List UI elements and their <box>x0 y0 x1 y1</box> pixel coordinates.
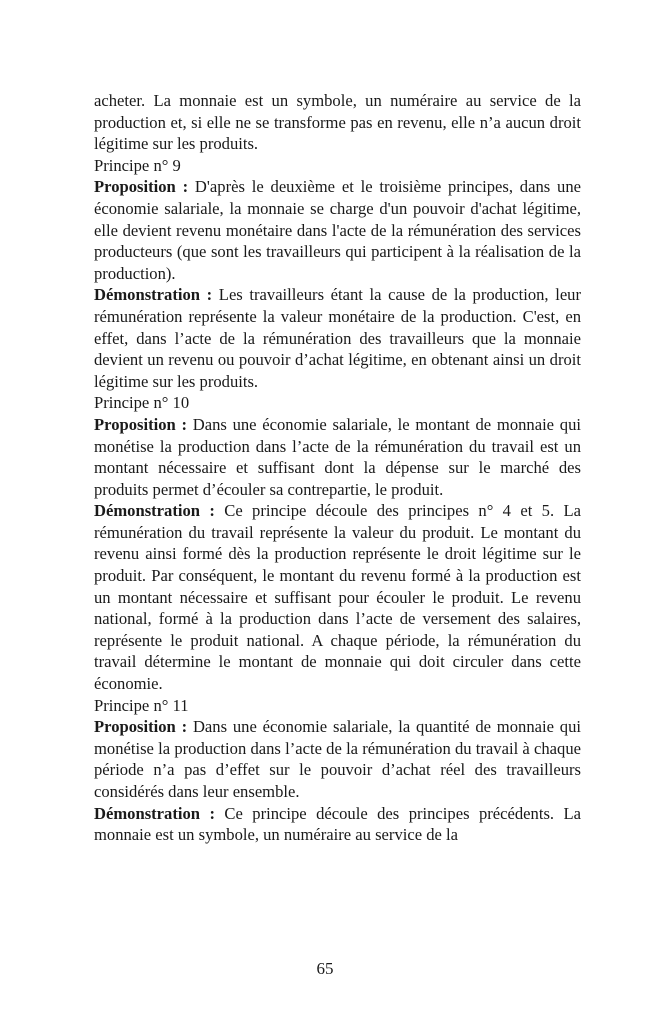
paragraph-text: Principe n° 9 <box>94 155 181 175</box>
proposition-9 <box>94 176 581 284</box>
paragraph-continuation <box>94 90 581 155</box>
paragraph-text: D'après le deuxième et le troisième principes, dans une économie salariale, la monnaie se charge d'un pouvoir d'achat légitime, elle devient revenu monétaire dans l'acte de la rémunération des services producteurs (que sont les travailleurs qui participent à la réalisation de la production). <box>94 177 581 283</box>
paragraph-text: Dans une économie salariale, le montant de monnaie qui monétise la production dans l’acte de la rémunération du travail est un montant nécessaire et suffisant dont la dépense sur le marché des produits permet d’écouler sa contrepartie, le produit. <box>94 414 581 499</box>
paragraph-text: Principe n° 11 <box>94 695 189 715</box>
body-text <box>94 90 581 846</box>
demonstration-11 <box>94 803 581 846</box>
demonstration-10 <box>94 500 581 694</box>
paragraph-text: Principe n° 10 <box>94 393 190 413</box>
demonstration-9 <box>94 284 581 392</box>
proposition-11 <box>94 716 581 802</box>
paragraph-text: Dans une économie salariale, la quantité de monnaie qui monétise la production dans l’acte de la rémunération du travail à chaque période n’a pas d’effet sur le pouvoir d’achat réel des travailleurs considérés dans leur ensemble. <box>94 717 581 801</box>
demonstration-label: Démonstration : <box>94 501 215 521</box>
demonstration-label: Démonstration : <box>94 803 215 823</box>
paragraph-text: Ce principe découle des principes n° 4 et 5. La rémunération du travail représente la valeur du produit. Le montant du revenu ainsi formé dès la production représente le droit légitime sur le produit. Par conséquent, le montant du revenu formé à la production est un montant nécessaire et suffisant pour écouler le produit. Le revenu national, formé à la production dans l’acte de versement des salaires, représente le produit national. A chaque période, la rémunération du travail détermine le montant de monnaie qui doit circuler dans cette économie. <box>94 501 581 694</box>
principle-heading-10 <box>94 392 581 414</box>
paragraph-text: Les travailleurs étant la cause de la production, leur rémunération représente la valeur monétaire de la production. C'est, en effet, dans l’acte de la rémunération des travailleurs que la monnaie devient un revenu ou pouvoir d’achat légitime, en obtenant ainsi un droit légitime sur les produits. <box>94 285 582 391</box>
page-number: 65 <box>316 959 334 978</box>
proposition-label: Proposition : <box>94 414 188 434</box>
demonstration-label: Démonstration : <box>94 285 213 305</box>
proposition-label: Proposition : <box>94 177 189 197</box>
paragraph-text: acheter. La monnaie est un symbole, un numéraire au service de la production et, si elle ne se transforme pas en revenu, elle n’a aucun droit légitime sur les produits. <box>94 91 581 154</box>
principle-heading-11 <box>94 695 581 717</box>
proposition-10 <box>94 414 581 500</box>
proposition-label: Proposition : <box>94 717 188 737</box>
principle-heading-9 <box>94 155 581 177</box>
paragraph-text: Ce principe découle des principes précédents. La monnaie est un symbole, un numéraire au service de la <box>94 803 581 845</box>
